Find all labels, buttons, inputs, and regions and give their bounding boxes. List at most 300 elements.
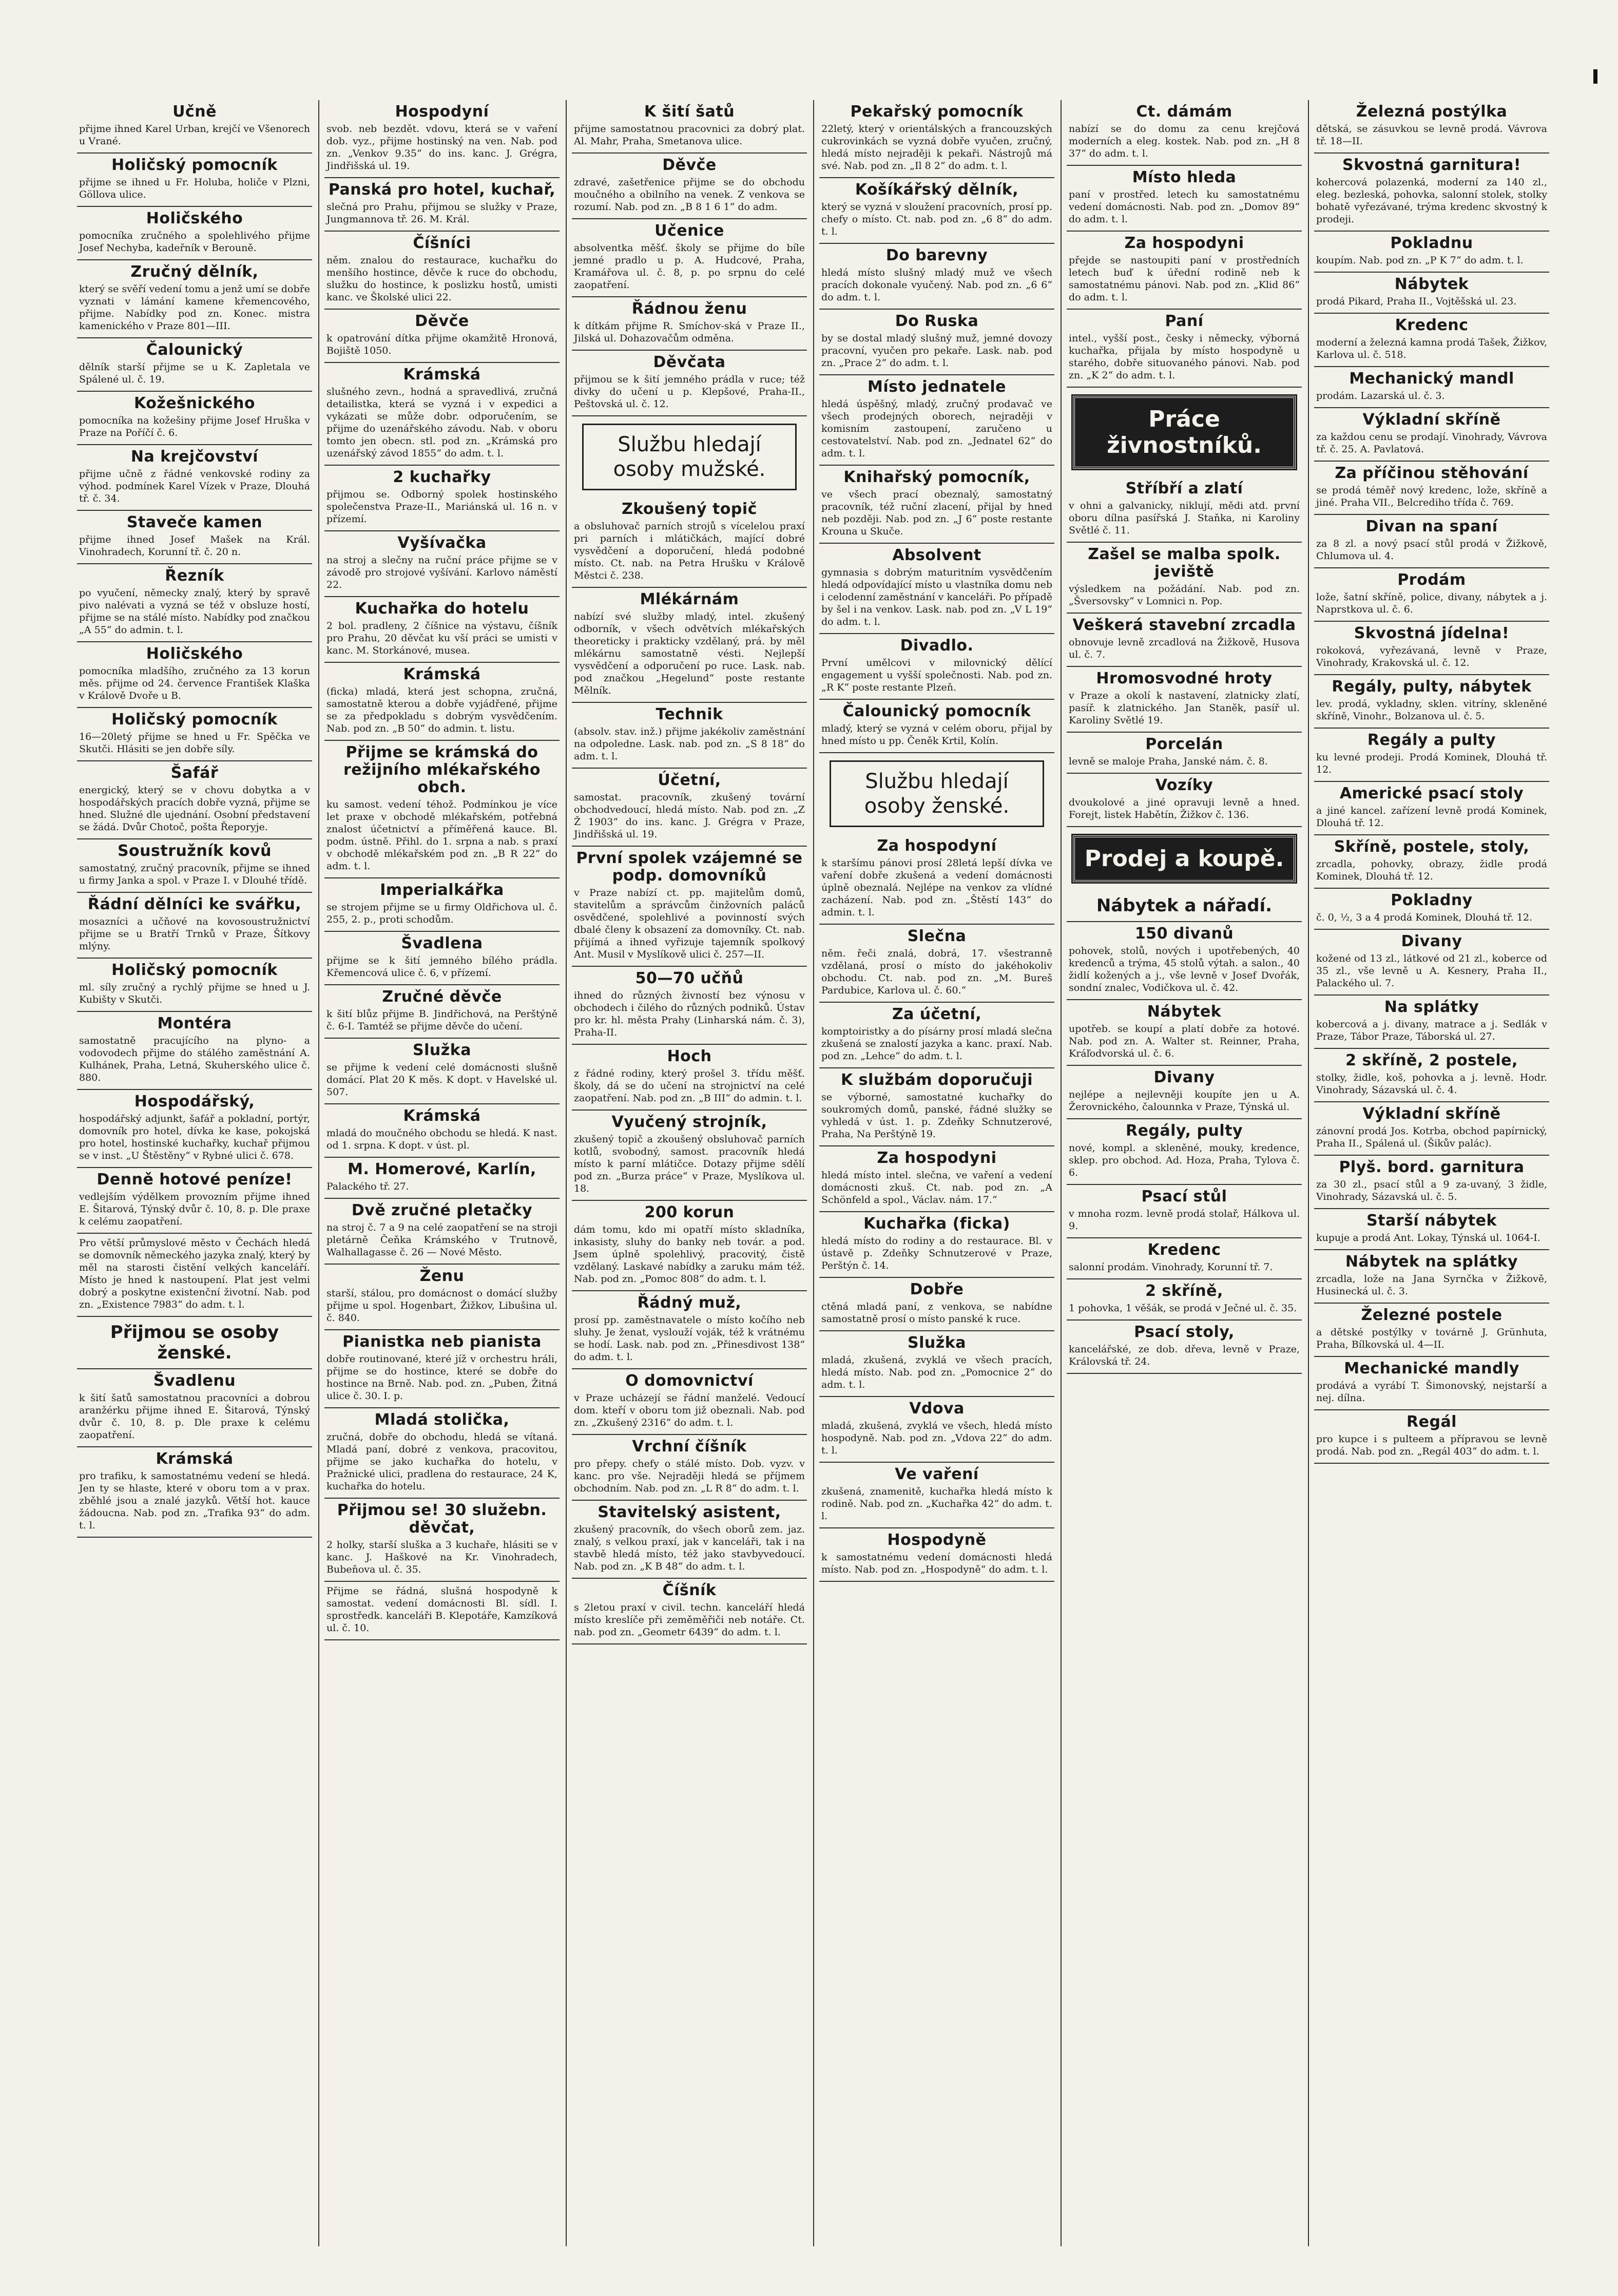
ad-body: v Praze ucházejí se řádní manželé. Vedoucí dom. kteří v oboru tom již obeznali. Nab. pod zn. „Zkušený 2316“ do adm. t. l. (574, 1392, 805, 1428)
classified-ad (77, 100, 312, 154)
classified-ad (1314, 367, 1549, 408)
ad-heading: Železná postýlka (1356, 103, 1508, 121)
section-subheading: Nábytek a nářadí. (1067, 890, 1302, 922)
ad-heading: Prodám (1397, 571, 1466, 589)
ad-body: č. 0, ½, 3 a 4 prodá Kominek, Dlouhá tř. 12. (1316, 912, 1533, 923)
ad-body: hospodářský adjunkt, šafář a pokladní, portýr, domovník pro hotel, dívka ke kase, pokojská pro hotel, hostinské kuchařky, kuchař přijmou se v inst. „U Štěstěny“ v Rybné ulici č. 678. (79, 1113, 310, 1161)
ad-body: hledá místo do rodiny a do restaurace. Bl. v ústavě p. Zdeňky Schnutzerové v Praze, Perštýn č. 14. (821, 1235, 1052, 1271)
classified-ad (819, 1397, 1054, 1463)
ad-body: přijme samostatnou pracovnici za dobrý plat. Al. Mahr, Praha, Smetanova ulice. (574, 123, 805, 147)
classified-ad (77, 839, 312, 893)
ad-body: ihned do různých živností bez výnosu v obchodech i čilého do různých podniků. Ústav pro kr. hl. města Prahy (Linharská nám. č. 3), Praha-II. (574, 990, 805, 1038)
ad-body: 1 pohovka, 1 věšák, se prodá v Ječné ul. č. 35. (1069, 1303, 1297, 1314)
ad-body: dobře routinované, které jíž v orchestru hráli, přijme se do hostince, které se dobře do hostince na Brně. Nab. pod. zn. „Puben, Žitná ulice č. 30. I. p. (326, 1353, 557, 1402)
ad-body: rokoková, vyřezávaná, levně v Praze, Vinohrady, Krakovská ul. č. 12. (1316, 645, 1547, 668)
ad-heading: Děvčata (653, 353, 726, 371)
classified-ad (1314, 1357, 1549, 1410)
classified-ad (1067, 1119, 1302, 1185)
classified-ad (324, 232, 560, 310)
ad-heading: Veškerá stavební zrcadla (1072, 616, 1296, 634)
classified-ad (77, 564, 312, 642)
classified-ad (1067, 1000, 1302, 1066)
classified-ad (1067, 614, 1302, 667)
column-rule (1308, 100, 1309, 2246)
ad-body: mladá, zkušená, zvyklá ve všech pracích, hledá místo. Nab. pod zn. „Pomocnice 2“ do adm. t. l. (821, 1354, 1052, 1390)
classified-ad (1314, 1209, 1549, 1250)
ad-heading: Do barevny (885, 246, 988, 264)
classified-ad (1314, 996, 1549, 1049)
classified-ad (1067, 1279, 1302, 1321)
ad-heading: Ve vaření (895, 1465, 979, 1483)
ad-body: (absolv. stav. inž.) přijme jakékoliv zaměstnání na odpoledne. Lask. nab. pod zn. „S 8 18“ do adm. t. l. (574, 726, 805, 762)
ad-body: koupím. Nab. pod zn. „P K 7“ do adm. t. l. (1316, 255, 1524, 266)
ad-heading: Šafář (170, 764, 219, 782)
ad-body: 2 holky, starší sluška a 3 kuchaře, hlásiti se v kanc. J. Haškové na Kr. Vinohradech, Bubeňova ul. č. 35. (326, 1539, 557, 1575)
ad-body: k opatrování dítka přijme okamžitě Hronová, Bojiště 1050. (326, 333, 557, 356)
ad-body: mladý, který se vyzná v celém oboru, přijal by hned místo u pp. Čeněk Krtil, Kolín. (821, 723, 1052, 747)
ad-heading: 200 korun (644, 1203, 735, 1221)
ad-heading: Zkoušený topič (622, 500, 757, 518)
ad-body: k šití blůz přijme B. Jindřichová, na Perštýně č. 6-I. Tamtéž se přijme děvče do učení. (326, 1008, 557, 1032)
ad-heading: Zručný dělník, (130, 263, 259, 281)
classified-ad (324, 1265, 560, 1330)
ad-heading: První spolek vzájemné se podp. domovníků (576, 849, 803, 885)
ad-body: mladá, zkušená, zvyklá ve všech, hledá místo hospodyně. Nab. pod zn. „Vdova 22“ do adm. t. l. (821, 1420, 1052, 1456)
classified-ad (1314, 462, 1549, 515)
column-1 (77, 100, 312, 2246)
ad-heading: Na krejčovství (130, 448, 259, 466)
ad-heading: Švadlena (401, 934, 483, 952)
ad-body: v mnoha rozm. levně prodá stolař, Hálkova ul. 9. (1069, 1208, 1300, 1232)
ad-heading: Číšníci (413, 234, 471, 252)
classified-ad (1067, 477, 1302, 543)
classified-ad (324, 1104, 560, 1158)
ad-body: pomocníka zručného a spolehlivého přijme Josef Nechyba, kadeřník v Berouně. (79, 230, 310, 254)
classified-ad (77, 708, 312, 761)
ad-body: pomocníka na kožešiny přijme Josef Hruška v Praze na Poříčí č. 6. (79, 415, 310, 438)
ad-heading: Výkladní skříně (1362, 1105, 1501, 1123)
ad-body: pohovek, stolů, nových i upotřebených, 40 kredenců a trýma, 45 stolů výtah. a salon., 40 židlí kožených a j., vše levně v Josef Dvořák, sondní znalec, Vodičkova ul. č. 42. (1069, 945, 1300, 993)
ad-body: paní v prostřed. letech ku samostatnému vedení domácnosti. Nab. pod zn. „Domov 89“ do adm. t. l. (1069, 189, 1300, 225)
ad-heading: Vrchní číšník (632, 1438, 747, 1456)
ad-body: přijme ihned Karel Urban, krejčí ve Všenorech u Vrané. (79, 123, 310, 147)
classified-ad (1314, 314, 1549, 367)
ad-heading: Panská pro hotel, kuchař, (328, 181, 556, 199)
ad-body: samostatný, zručný pracovník, přijme se ihned u firmy Janka a spol. v Praze I. v Dlouhé třídě. (79, 863, 310, 886)
classified-ad (77, 761, 312, 839)
column-rule (318, 100, 319, 2246)
ad-body: zručná, dobře do obchodu, hledá se vítaná. Mladá paní, dobré z venkova, pracovitou, přijme se jako kuchařka do hotelu, v Pražnické ulici, pradlena do restaurace, 24 K, kuchařka do hotelu. (326, 1431, 557, 1492)
column-rule (1061, 100, 1062, 2246)
classified-ad (77, 642, 312, 708)
ad-heading: Technik (656, 705, 723, 723)
ad-heading: Kuchařka (ficka) (863, 1215, 1010, 1233)
classified-ad (324, 178, 560, 232)
classified-ad (819, 700, 1054, 753)
classified-ad (77, 260, 312, 338)
classified-ad (572, 1291, 807, 1369)
ad-heading: Řádný muž, (637, 1294, 742, 1312)
column-5 (1067, 100, 1302, 2246)
ad-body: gymnasia s dobrým maturitním vysvědčením hledá odpovídající místo u vlastníka domu neb i celodenní zaměstnání v kanceláři. Po případě by šel i na venkov. Lask. nab. pod zn. „V L 19“ do adm. t. l. (821, 567, 1052, 627)
ad-heading: Holičského (146, 645, 243, 663)
classified-ad (819, 178, 1054, 244)
ad-body: dvoukolové a jiné opravuji levně a hned. Forejt, listek Habětín, Žižkov č. 136. (1069, 797, 1300, 820)
ad-body: zrcadla, lože na Jana Syrnčka v Žižkově, Husinecká ul. č. 3. (1316, 1273, 1547, 1297)
classified-ad (572, 1579, 807, 1644)
ad-body: kobercová a j. divany, matrace a j. Sedlák v Praze, Tábor Praze, Táborská ul. 27. (1316, 1019, 1547, 1042)
ad-heading: Vdova (909, 1400, 965, 1418)
classified-ad (1314, 273, 1549, 314)
classified-ad (572, 1045, 807, 1111)
classified-ad (77, 154, 312, 207)
classified-ad (572, 100, 807, 154)
classified-ad (77, 392, 312, 445)
classified-ad (1314, 154, 1549, 232)
ad-body: kohercová polazenká, moderní za 140 zl., eleg. bezleská, pohovka, salonní stolek, stolky bohatě vyřezávané, trýma kredenc skvostný k prodeji. (1316, 177, 1547, 225)
classified-ad (1314, 568, 1549, 622)
classified-ad (572, 769, 807, 847)
ad-body: dám tomu, kdo mi opatří místo skladníka, inkasisty, sluhy do banky neb továr. a pod. Jsem úplně spolehlivý, pracovitý, čistě vzdělaný. Laskavé nabídky a zaruku mám též. Nab. pod zn. „Pomoc 808“ do adm. t. l. (574, 1224, 805, 1285)
ad-body: hledá úspěšný, mladý, zručný prodavač ve všech prodejných oborech, nejraději v komisním zastoupení, zaručeno u cestovatelství. Nab. pod zn. „Jednatel 62“ do adm. t. l. (821, 398, 1052, 459)
ad-heading: Krámská (403, 1107, 481, 1125)
classified-ad (77, 1369, 312, 1447)
ad-heading: 2 skříně, 2 postele, (1345, 1051, 1518, 1069)
classified-ad (1314, 1250, 1549, 1304)
ad-heading: O domovnictví (625, 1372, 754, 1390)
ad-heading: Paní (1165, 312, 1204, 330)
ad-body: se prodá téměř nový kredenc, lože, skříně a jiné. Praha VII., Belcrediho třída č. 769. (1316, 485, 1547, 508)
ad-body: kupuje a prodá Ant. Lokay, Týnská ul. 1064-I. (1316, 1232, 1540, 1243)
ad-heading: Stříbří a zlatí (1125, 480, 1243, 498)
classified-ad (819, 1528, 1054, 1582)
ad-body: přijme se k šití jemného bílého prádla. Křemencová ulice č. 6, v přízemí. (326, 955, 557, 979)
ad-heading: Plyš. bord. garnitura (1339, 1158, 1525, 1176)
ad-heading: Služka (413, 1041, 471, 1059)
ad-heading: Pokladny (1391, 891, 1473, 909)
classified-ad (324, 741, 560, 878)
classified-ad (819, 1212, 1054, 1278)
ad-body: lev. prodá, vykladny, sklen. vitríny, skleněné skříně, Vinohr., Bolzanova ul. č. 5. (1316, 698, 1547, 722)
ad-heading: K šití šatů (644, 103, 735, 121)
ad-body: pro kupce i s pulteem a přípravou se levně prodá. Nab. pod zn. „Regál 403“ do adm. t. l. (1316, 1433, 1547, 1457)
classified-ad (324, 1499, 560, 1582)
column-3 (572, 100, 807, 2246)
ad-body: nabízí své služby mladý, intel. zkušený odborník, v všech odvětvích mlékařských theoreticky i prakticky vzdělaný, prá. by měl mlékárnu samostatně vésti. Nejlepší vysvědčení a odporučení po ruce. Lask. nab. pod značkou „Hegelund“ poste restante Mělník. (574, 611, 805, 696)
classified-ad (1314, 782, 1549, 835)
ad-heading: Kožešnického (134, 394, 255, 412)
ad-body: k šití šatů samostatnou pracovníci a dobrou aranžérku přijme ihned E. Šitarová, Týnský dvůr č. 10, 8. p. Dle praxe k celému zaopatření. (79, 1392, 310, 1441)
classified-ad (1067, 543, 1302, 614)
ad-heading: Kredenc (1395, 316, 1469, 334)
ad-heading: Divany (1401, 932, 1462, 950)
ad-heading: Řádní dělníci ke svářku, (87, 895, 302, 913)
ad-body: a dětské postýlky v továrně J. Grünhuta, Praha, Bílkovská ul. 4—II. (1316, 1327, 1547, 1350)
classified-ad (572, 1201, 807, 1291)
ad-body: na stroj a slečny na ruční práce přijme se v závodě pro strojové vyšívání. Karlovo náměstí 22. (326, 554, 557, 590)
ad-heading: Nábytek (1394, 275, 1469, 293)
newspaper-page (77, 100, 1555, 2246)
classified-ad (819, 310, 1054, 375)
ad-heading: Účetní, (658, 771, 721, 789)
ad-body: ctěná mladá paní, z venkova, se nabídne samostatně prosí o místo panské k ruce. (821, 1301, 1052, 1325)
ad-heading: Řezník (165, 567, 224, 585)
classified-ad (77, 1090, 312, 1168)
column-2 (324, 100, 560, 2246)
ad-heading: Výkladní skříně (1362, 411, 1501, 429)
ad-heading: Vozíky (1155, 776, 1214, 794)
classified-ad (77, 1447, 312, 1538)
ad-body: který se vyzná v sloužení pracovních, prosí pp. chefy o místo. Ct. nab. pod zn. „6 8“ do adm. t. l. (821, 201, 1052, 237)
classified-ad (77, 1012, 312, 1090)
ad-body: komptoiristky a do písárny prosí mladá slečna zkušená se znalostí jazyka a kanc. praxí. Nab. pod zn. „Lehce“ do adm. t. l. (821, 1026, 1052, 1062)
classified-ad (819, 1003, 1054, 1068)
ad-heading: M. Homerové, Karlín, (348, 1160, 536, 1178)
classified-ad (572, 219, 807, 297)
classified-ad (572, 1501, 807, 1579)
classified-ad (324, 663, 560, 741)
classified-ad (1067, 1185, 1302, 1238)
classified-ad (1067, 1321, 1302, 1374)
classified-ad (1067, 310, 1302, 388)
ad-body: pomocníka mladšího, zručného za 13 korun měs. přijme od 24. července František Klaška v Králově Dvoře u B. (79, 665, 310, 701)
ad-body: zkušený pracovník, do všech oborů zem. jaz. znalý, s velkou praxí, jak v kanceláři, tak i na stavbě hledá místo, též jako stavbyvedoucí. Nab. pod zn. „K B 48“ do adm. t. l. (574, 1524, 805, 1572)
classified-ad (1314, 930, 1549, 996)
classified-ad (324, 1408, 560, 1499)
ad-body: 16—20letý přijme se hned u Fr. Spěčka ve Skutči. Hlásiti se jen dobře síly. (79, 731, 310, 755)
ad-body: dětská, se zásuvkou se levně prodá. Vávrova tř. 18—II. (1316, 123, 1547, 147)
ad-heading: Pokladnu (1390, 234, 1473, 252)
ad-body: přijmou se k šití jemného prádla v ruce; též divky do učení u p. Klepšové, Praha-II., Peštovská ul. č. 12. (574, 374, 805, 410)
ad-heading: Skvostná garnitura! (1342, 156, 1521, 174)
ad-body: za každou cenu se prodají. Vinohrady, Vávrova tř. č. 25. A. Pavlatová. (1316, 431, 1547, 455)
ad-body: slušného zevn., hodná a spravedlivá, zručná detailistka, která se vyzná i v expedici a vykázati se může dobr. odporučením, se přijme do uzenářského závodu. Nab. v oboru tomto jen obecn. stl. pod zn. „Krámská pro uzenářský závod 1855“ do adm. t. l. (326, 386, 557, 459)
classified-ad (819, 1331, 1054, 1397)
classified-ad (77, 1168, 312, 1234)
ad-body: z řádné rodiny, který prošel 3. třídu měšť. školy, dá se do učení na strojnictví na celé zaopatření. Nab. pod zn. „B III“ do admin. t. l. (574, 1068, 805, 1104)
ad-heading: Vyučený strojník, (611, 1113, 767, 1131)
ad-heading: Montéra (157, 1015, 232, 1032)
ad-body: a obsluhovač parních strojů s vícelelou praxí pri parních i mlátičkách, mající dobré vysvědčení a doporučení, hledá podobné místo. Ct. nab. na Petra Hrušku v Králově Městci č. 238. (574, 521, 805, 581)
classified-ad (1067, 774, 1302, 827)
ad-heading: Přijmou se! 30 služebn. děvčat, (337, 1501, 547, 1537)
ad-body: přijme ihned Josef Mašek na Král. Vinohradech, Korunní tř. č. 20 n. (79, 534, 310, 558)
classified-ad (324, 932, 560, 985)
ad-heading: Skvostná jídelna! (1354, 624, 1510, 642)
classified-ad (1067, 667, 1302, 733)
ad-body: moderní a železná kamna prodá Tašek, Žižkov, Karlova ul. č. 518. (1316, 337, 1547, 360)
ad-body: nové, kompl. a skleněné, mouky, kredence, sklep. pro obchod. Ad. Hoza, Praha, Tylova č. 6. (1069, 1142, 1300, 1178)
ad-body: k samostatnému vedení domácnosti hledá místo. Nab. pod zn. „Hospodyně“ do adm. t. l. (821, 1552, 1052, 1575)
classified-ad (324, 363, 560, 466)
ad-heading: Krámská (403, 665, 481, 683)
classified-ad (77, 1234, 312, 1317)
ad-heading: Skříně, postele, stoly, (1334, 838, 1530, 856)
ad-heading: K službám doporučuji (840, 1071, 1033, 1089)
ad-heading: Porcelán (1145, 735, 1223, 753)
classified-ad (1314, 100, 1549, 154)
ad-body: pro přepy. chefy o stálé místo. Dob. vyzv. v kanc. pro vše. Nejraději hledá se příjmem obchodním. Nab. pod zn. „L R 8“ do adm. t. l. (574, 1458, 805, 1494)
section-banner: Službu hledají osoby ženské. (830, 760, 1044, 827)
ad-heading: Kuchařka do hotelu (355, 600, 529, 618)
ad-body: obnovuje levně zrcadlová na Žižkově, Husova ul. č. 7. (1069, 637, 1300, 660)
ad-body: k dítkám přijme R. Smíchov-ská v Praze II., Jilská ul. Dohazovačům odměna. (574, 320, 805, 344)
ad-heading: Psací stoly, (1134, 1323, 1235, 1341)
ad-heading: Na splátky (1384, 998, 1479, 1016)
ad-heading: Hromosvodné hroty (1096, 669, 1273, 687)
classified-ad (324, 466, 560, 531)
classified-ad (324, 1039, 560, 1104)
classified-ad (324, 1330, 560, 1408)
column-rule (566, 100, 567, 2246)
ad-body: se strojem přijme se u firmy Oldřichova ul. č. 255, 2. p., proti schodům. (326, 902, 557, 925)
ad-heading: Pianistka neb pianista (342, 1333, 542, 1351)
section-subheading: Přijmou se osoby ženské. (77, 1317, 312, 1369)
ad-heading: Řádnou ženu (631, 300, 747, 318)
ad-body: zkušený topič a zkoušený obsluhovač parních kotlů, svobodný, samost. pracovník hledá místo k parní mlátičce. Dotazy přijme sdělí pod zn. „Burza práce“ v Praze, Myslíkova ul. 18. (574, 1134, 805, 1194)
classified-ad (77, 445, 312, 511)
ad-body: v Praze nabízí ct. pp. majitelům domů, stavitelům a správcům činžovních paláců osvědčené, spolehlivé a povinností svých dbalé členy k obsazení za domovníky. Ct. nab. přijímá a ihned vyřizuje tajemník spolkový Ant. Musil v Myslíkově ulici č. 257—II. (574, 887, 805, 960)
ad-heading: Hospodyně (887, 1531, 987, 1549)
classified-ad (1314, 1102, 1549, 1156)
classified-ad (1314, 408, 1549, 462)
ad-heading: Regály a pulty (1367, 731, 1496, 749)
ad-body: zánovní prodá Jos. Kotrba, obchod papírnický, Praha II., Spálená ul. (Šikův palác). (1316, 1125, 1547, 1149)
ad-heading: Služka (908, 1334, 966, 1352)
ad-body: ml. síly zručný a rychlý přijme se hned u J. Kubišty v Skutči. (79, 982, 310, 1005)
ad-body: (ficka) mladá, která jest schopna, zručná, samostatně kterou a dobře vyjádřené, přijme se za předpokladu s dobrým vysvědčením. Nab. pod zn. „B 50“ do admin. t. listu. (326, 686, 557, 734)
classified-ad (819, 100, 1054, 178)
ad-body: samostatně pracujícího na plyno- a vodovodech přijme do stálého zaměstnání A. Kulhánek, Praha, Letná, Skuherského ulice č. 880. (79, 1035, 310, 1083)
classified-ad (77, 207, 312, 260)
classified-ad (1314, 729, 1549, 782)
classified-ad (324, 597, 560, 663)
ad-body: lože, šatní skříně, police, divany, nábytek a j. Naprstkova ul. č. 6. (1316, 591, 1547, 615)
ad-body: něm. řeči znalá, dobrá, 17. všestranně vzdělaná, prosí o místo do jakéhokoliv obchodu. Ct. nab. pod zn. „M. Bureš Pardubice, Karlova ul. č. 60.“ (821, 948, 1052, 996)
ad-body: První umělcovi v milovnický dělící engagement u vyšší společnosti. Nab. pod zn. „R K“ poste restante Plzeň. (821, 657, 1052, 693)
classified-ad (1314, 515, 1549, 568)
ad-heading: Ct. dámám (1136, 103, 1232, 121)
ad-heading: 2 kuchařky (393, 468, 491, 486)
ad-body: kancelářské, ze dob. dřeva, levně v Praze, Královská tř. 24. (1069, 1344, 1300, 1367)
classified-ad (572, 1435, 807, 1501)
ad-heading: Vyšívačka (397, 534, 487, 552)
ad-body: nabízí se do domu za cenu krejčová moderních a eleg. kostek. Nab. pod zn. „H 8 37“ do adm. t. l. (1069, 123, 1300, 159)
ad-heading: Regál (1407, 1413, 1457, 1431)
ad-body: na stroj č. 7 a 9 na celé zaopatření se na stroji pletárně Čeňka Krámského v Trutnově, Walhallagasse č. 26 — Nové Město. (326, 1222, 557, 1258)
ad-body: prodá Pikard, Praha II., Vojtěšská ul. 23. (1316, 296, 1517, 307)
ad-heading: Psací stůl (1141, 1188, 1227, 1206)
classified-ad (324, 531, 560, 597)
column-6 (1314, 100, 1549, 2246)
ad-heading: Zašel se malba spolk. jeviště (1088, 545, 1281, 581)
ad-heading: Čalounický pomocník (842, 702, 1031, 720)
ad-body: Přijme se řádná, slušná hospodyně k samostat. vedení domácnosti Bl. sídl. I. sprostředk. kanceláři B. Klepotáře, Kamzíková ul. č. 10. (326, 1585, 557, 1634)
ad-heading: Regály, pulty (1125, 1122, 1243, 1140)
ad-body: dělník starší přijme se u K. Zapletala ve Spálené ul. č. 19. (79, 361, 310, 385)
ad-heading: Americké psací stoly (1339, 785, 1524, 802)
ad-body: se výborné, samostatné kuchařky do soukromých domů, panské, řádné služky se vyhledá v úst. 1. p. Zdeňky Schnutzerové, Praha, Na Perštýně 19. (821, 1092, 1052, 1140)
ad-heading: Nábytek na splátky (1345, 1253, 1518, 1271)
classified-ad (1314, 835, 1549, 889)
classified-ad (1314, 1410, 1549, 1464)
ad-body: zkušená, znamenitě, kuchařka hledá místo k rodině. Nab. pod zn. „Kuchařka 42“ do adm. t. l. (821, 1486, 1052, 1522)
ad-body: slečná pro Prahu, přijmou se služky v Praze, Jungmannova tř. 26. M. Král. (326, 201, 557, 225)
classified-ad (819, 1278, 1054, 1331)
ad-heading: Ženu (419, 1267, 465, 1285)
ad-heading: Děvče (415, 312, 469, 330)
classified-ad (324, 310, 560, 363)
ad-heading: Přijme se krámská do režijního mlékařského obch. (343, 743, 541, 796)
classified-ad (819, 1146, 1054, 1212)
ad-heading: Košíkářský dělník, (855, 181, 1019, 199)
column-rule (813, 100, 814, 2246)
classified-ad (324, 1199, 560, 1265)
classified-ad (324, 1158, 560, 1199)
ad-heading: Za hospodyni (1124, 234, 1244, 252)
ad-heading: Mechanický mandl (1349, 370, 1514, 388)
ad-heading: Holičského (146, 209, 243, 227)
ad-heading: Mlékárnám (640, 590, 739, 608)
classified-ad (572, 847, 807, 967)
ad-body: za 30 zl., psací stůl a 9 za-uvaný, 3 židle, Vinohrady, Sázavská ul. č. 5. (1316, 1179, 1547, 1202)
ad-body: přejde se nastoupiti paní v prostředních letech buď k úřední rodině neb k samostatnému pánovi. Nab. pod zn. „Klid 86“ do adm. t. l. (1069, 255, 1300, 303)
ad-body: přijme učně z řádné venkovské rodiny za výhod. podmínek Karel Vízek v Praze, Dlouhá tř. č. 34. (79, 468, 310, 504)
classified-ad (572, 967, 807, 1045)
ad-heading: Slečna (907, 927, 967, 945)
ad-body: hledá místo intel. slečna, ve vaření a vedení domácnosti zkuš. Ct. nab. pod zn. „A Schönfeld a spol., Václav. nám. 17.“ (821, 1170, 1052, 1206)
ad-body: intel., vyšší post., česky i německy, výborná kuchařka, přijala by místo hospodyně u starého, dobře situovaného pánovi. Nab. pod zn. „K 2“ do adm. t. l. (1069, 333, 1300, 381)
ad-heading: Kredenc (1147, 1241, 1221, 1259)
ad-body: v ohni a galvanicky, niklují, mědi atd. první oboru dílna pasířská J. Staňka, ni Karoliny Světlé č. 11. (1069, 500, 1300, 536)
ad-heading: Absolvent (892, 546, 981, 564)
ad-heading: Dvě zručné pletačky (351, 1201, 533, 1219)
ad-heading: 50—70 učňů (635, 969, 744, 987)
ad-heading: Učenice (654, 222, 724, 240)
ad-heading: Krámská (156, 1450, 234, 1468)
classified-ad (819, 375, 1054, 466)
ad-heading: Holičský pomocník (111, 156, 278, 174)
ad-heading: Učně (172, 103, 217, 121)
classified-ad (1067, 100, 1302, 166)
ad-body: ve všech prací obeznalý, samostatný pracovník, též ruční zlacení, přijal by hned neb později. Nab. pod zn. „J 6“ poste restante Krouna u Skuče. (821, 489, 1052, 537)
ad-body: který se svěří vedení tomu a jenž umí se dobře vyznati v lámání kamene křemencového, přijme. Nabídky pod zn. Konec. mistra kamenického v Praze 801—III. (79, 283, 310, 332)
classified-ad (77, 893, 312, 959)
classified-ad (572, 351, 807, 416)
classified-ad (1067, 232, 1302, 310)
ad-body: energický, který se v chovu dobytka a v hospodářských pracích dobře vyzná, přijme se hned. Služné dle ujednání. Osobní představení se žádá. Dvůr Chotoč, pošta Řeporyje. (79, 785, 310, 833)
classified-ad (1314, 1304, 1549, 1357)
ad-body: upotřeb. se koupí a platí dobře za hotové. Nab. pod zn. A. Walter st. Reinner, Praha, Kráľodvorská ul. č. 6. (1069, 1023, 1300, 1059)
ad-heading: Regály, pulty, nábytek (1332, 678, 1532, 696)
ad-body: starší, stálou, pro domácnost o domácí služby přijme u spol. Hogenbart, Žižkov, Libušina ul. č. 840. (326, 1288, 557, 1324)
ad-heading: Nábytek (1147, 1003, 1222, 1021)
section-banner: Službu hledají osoby mužské. (582, 424, 797, 490)
ad-body: absolventka měšť. školy se přijme do bíle jemné pradlo u p. A. Hudcové, Praha, Kramářova ul. č. 8, p. po srpnu do celé zaopatření. (574, 242, 805, 291)
ad-heading: Holičský pomocník (111, 711, 278, 729)
classified-ad (1067, 1066, 1302, 1119)
ad-heading: Pekařský pomocník (850, 103, 1024, 121)
ad-body: salonní prodám. Vinohrady, Korunní tř. 7. (1069, 1261, 1273, 1273)
classified-ad (819, 634, 1054, 700)
ad-heading: Staveče kamen (126, 513, 263, 531)
classified-ad (1314, 232, 1549, 273)
ad-heading: 150 divanů (1134, 925, 1234, 943)
classified-ad (1314, 675, 1549, 729)
classified-ad (1314, 889, 1549, 930)
ad-heading: Hospodyní (395, 103, 489, 121)
classified-ad (77, 511, 312, 564)
